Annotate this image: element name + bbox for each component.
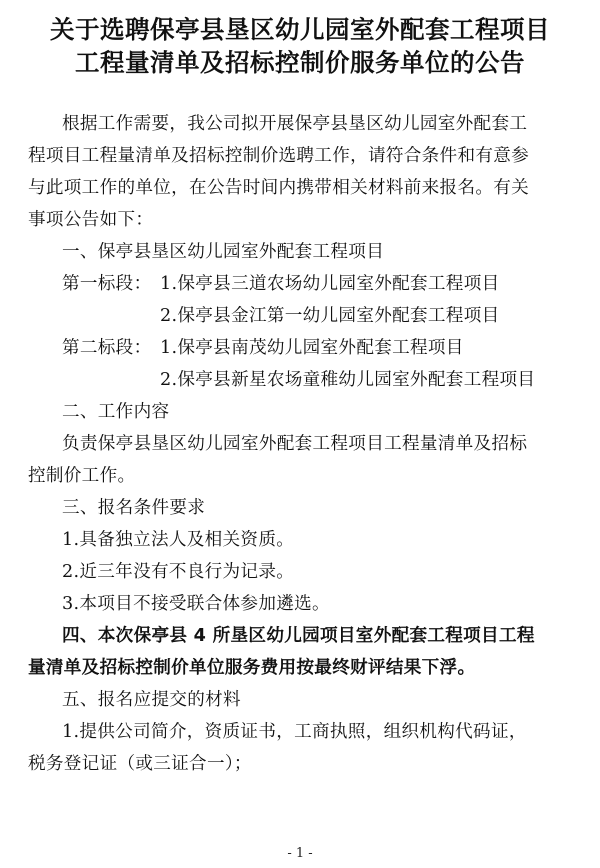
intro-line: 与此项工作的单位，在公告时间内携带相关材料前来报名。有关 — [28, 178, 530, 198]
intro-line: 根据工作需要，我公司拟开展保亭县垦区幼儿园室外配套工 — [62, 114, 528, 134]
section-2-heading: 二、工作内容 — [62, 402, 170, 422]
section-4-line: 四、本次保亭县 4 所垦区幼儿园项目室外配套工程项目工程 — [62, 626, 535, 646]
section-2-body-line: 控制价工作。 — [28, 466, 136, 486]
section-2-body-line: 负责保亭县垦区幼儿园室外配套工程项目工程量清单及招标 — [62, 434, 528, 454]
materials-item: 税务登记证（或三证合一）； — [28, 754, 252, 774]
title-line-1: 关于选聘保亭县垦区幼儿园室外配套工程项目 — [50, 15, 550, 44]
section-4-line: 量清单及招标控制价单位服务费用按最终财评结果下浮。 — [28, 658, 476, 678]
lot-2-item: 2.保亭县新星农场童稚幼儿园室外配套工程项目 — [160, 370, 536, 390]
lot-2-label: 第二标段： — [62, 338, 152, 358]
section-5-heading: 五、报名应提交的材料 — [62, 690, 241, 710]
section-3-heading: 三、报名条件要求 — [62, 498, 206, 518]
materials-item: 1.提供公司简介，资质证书，工商执照，组织机构代码证， — [62, 722, 527, 742]
requirement-item: 3.本项目不接受联合体参加遴选。 — [62, 594, 330, 614]
requirement-item: 2.近三年没有不良行为记录。 — [62, 562, 295, 582]
section-1-heading: 一、保亭县垦区幼儿园室外配套工程项目 — [62, 242, 385, 262]
intro-line: 事项公告如下： — [28, 210, 154, 230]
lot-1-item: 1.保亭县三道农场幼儿园室外配套工程项目 — [160, 274, 500, 294]
intro-line: 程项目工程量清单及招标控制价选聘工作，请符合条件和有意参 — [28, 146, 530, 166]
lot-1-item: 2.保亭县金江第一幼儿园室外配套工程项目 — [160, 306, 500, 326]
title-line-2: 工程量清单及招标控制价服务单位的公告 — [75, 48, 525, 77]
requirement-item: 1.具备独立法人及相关资质。 — [62, 530, 295, 550]
page-number: - 1 - — [287, 846, 313, 861]
lot-1-label: 第一标段： — [62, 274, 152, 294]
lot-2-item: 1.保亭县南茂幼儿园室外配套工程项目 — [160, 338, 464, 358]
